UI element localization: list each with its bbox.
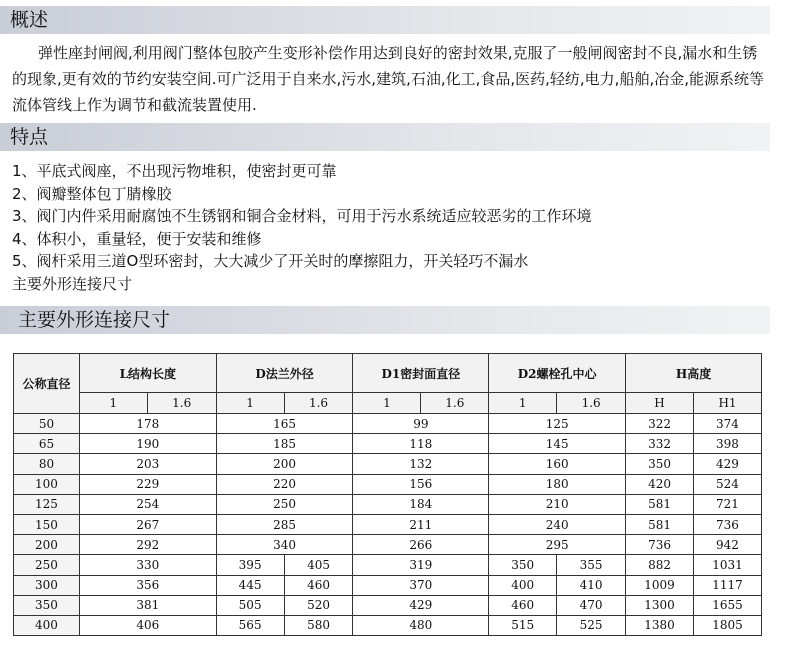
cell-dn: 400 <box>14 615 80 635</box>
table-row <box>14 434 762 454</box>
cell-D1: 132 <box>353 454 489 474</box>
cell-L: 381 <box>79 595 216 615</box>
cell-H1: 942 <box>693 535 761 555</box>
cell-H1: 1805 <box>693 615 761 635</box>
cell-L: 406 <box>79 615 216 635</box>
cell-H: 581 <box>626 494 694 514</box>
cell-D: 220 <box>216 474 353 494</box>
feature-item: 3、阀门内件采用耐腐蚀不生锈钢和铜合金材料，可用于污水系统适应较恶劣的工作环境 <box>12 207 592 225</box>
header-D: D法兰外径 <box>216 354 353 393</box>
header-L: L结构长度 <box>79 354 216 393</box>
section-title-overview: 概述 <box>0 6 770 34</box>
header-D1: D1密封面直径 <box>353 354 489 393</box>
feature-item: 2、阀瓣整体包丁腈橡胶 <box>12 184 172 203</box>
cell-dn: 50 <box>14 414 80 434</box>
cell-D2-pn1: 400 <box>489 575 557 595</box>
cell-H: 581 <box>626 514 694 534</box>
cell-D1: 211 <box>353 514 489 534</box>
subheader-pressure-1: 1 <box>353 393 421 414</box>
cell-H1: 1655 <box>693 595 761 615</box>
cell-dn: 300 <box>14 575 80 595</box>
cell-L: 356 <box>79 575 216 595</box>
cell-L: 203 <box>79 454 216 474</box>
cell-D-pn1: 445 <box>216 575 284 595</box>
cell-H1: 398 <box>693 434 761 454</box>
header-H: H高度 <box>626 354 762 393</box>
cell-dn: 125 <box>14 494 80 514</box>
cell-D2-pn16: 470 <box>557 595 626 615</box>
subheader-pressure-1: 1 <box>216 393 284 414</box>
table-row <box>14 535 762 555</box>
cell-D1: 370 <box>353 575 489 595</box>
cell-D2-pn1: 515 <box>489 615 557 635</box>
cell-H: 322 <box>626 414 694 434</box>
header-dn: 公称直径 <box>14 354 80 414</box>
cell-H: 332 <box>626 434 694 454</box>
cell-D2: 160 <box>489 454 626 474</box>
cell-H: 736 <box>626 535 694 555</box>
cell-D-pn16: 405 <box>284 555 353 575</box>
cell-H: 350 <box>626 454 694 474</box>
table-row <box>14 414 762 434</box>
cell-D1: 184 <box>353 494 489 514</box>
cell-H: 1009 <box>626 575 694 595</box>
cell-D-pn1: 395 <box>216 555 284 575</box>
feature-item: 主要外形连接尺寸 <box>12 274 133 293</box>
subheader-pressure-1: 1 <box>489 393 557 414</box>
cell-dn: 350 <box>14 595 80 615</box>
cell-D2-pn16: 410 <box>557 575 626 595</box>
table-row <box>14 454 762 474</box>
section-title-features: 特点 <box>0 123 770 151</box>
subheader-pressure-1: 1 <box>79 393 147 414</box>
feature-item: 1、平底式阀座，不出现污物堆积，使密封更可靠 <box>12 162 337 180</box>
cell-H: 882 <box>626 555 694 575</box>
cell-H1: 1031 <box>693 555 761 575</box>
cell-D1: 118 <box>353 434 489 454</box>
cell-H: 1380 <box>626 615 694 635</box>
cell-D-pn16: 580 <box>284 615 353 635</box>
cell-D: 285 <box>216 514 353 534</box>
feature-item: 4、体积小，重量轻，便于安装和维修 <box>12 229 262 248</box>
subheader-pressure-1-6: 1.6 <box>147 393 216 414</box>
table-row <box>14 615 762 635</box>
cell-D2-pn16: 525 <box>557 615 626 635</box>
header-D2: D2螺栓孔中心 <box>489 354 626 393</box>
cell-D1: 480 <box>353 615 489 635</box>
cell-D2: 240 <box>489 514 626 534</box>
cell-D-pn1: 505 <box>216 595 284 615</box>
cell-D2: 125 <box>489 414 626 434</box>
cell-L: 267 <box>79 514 216 534</box>
table-row <box>14 595 762 615</box>
table-row <box>14 494 762 514</box>
cell-L: 229 <box>79 474 216 494</box>
cell-dn: 80 <box>14 454 80 474</box>
features-list <box>12 160 772 295</box>
cell-D1: 429 <box>353 595 489 615</box>
cell-D: 185 <box>216 434 353 454</box>
cell-H1: 721 <box>693 494 761 514</box>
section-title-dimensions: 主要外形连接尺寸 <box>0 306 770 334</box>
cell-dn: 250 <box>14 555 80 575</box>
cell-L: 292 <box>79 535 216 555</box>
cell-D1: 156 <box>353 474 489 494</box>
cell-D: 200 <box>216 454 353 474</box>
cell-D2: 145 <box>489 434 626 454</box>
table-row <box>14 474 762 494</box>
cell-D: 165 <box>216 414 353 434</box>
table-row <box>14 514 762 534</box>
subheader-H1: H1 <box>693 393 761 414</box>
cell-D2: 180 <box>489 474 626 494</box>
dimensions-table <box>13 353 762 636</box>
cell-L: 190 <box>79 434 216 454</box>
cell-H1: 374 <box>693 414 761 434</box>
feature-item: 5、阀杆采用三道O型环密封，大大减少了开关时的摩擦阻力，开关轻巧不漏水 <box>12 252 529 270</box>
cell-D-pn1: 565 <box>216 615 284 635</box>
cell-D2-pn1: 350 <box>489 555 557 575</box>
cell-D1: 99 <box>353 414 489 434</box>
subheader-pressure-1-6: 1.6 <box>421 393 489 414</box>
cell-H: 1300 <box>626 595 694 615</box>
cell-H1: 429 <box>693 454 761 474</box>
cell-H1: 524 <box>693 474 761 494</box>
cell-D2-pn16: 355 <box>557 555 626 575</box>
subheader-pressure-1-6: 1.6 <box>284 393 353 414</box>
cell-D1: 266 <box>353 535 489 555</box>
cell-L: 178 <box>79 414 216 434</box>
cell-H: 420 <box>626 474 694 494</box>
overview-paragraph: 弹性座封闸阀,利用阀门整体包胶产生变形补偿作用达到良好的密封效果,克服了一般闸阀密封不良,漏水和生锈的现象,更有效的节约安装空间.可广泛用于自来水,污水,建筑,石油,化工,食品,医药,轻纺,电力,船舶,冶金,能源系统等流体管线上作为调节和截流装置使用. <box>12 44 764 114</box>
cell-H1: 1117 <box>693 575 761 595</box>
cell-dn: 65 <box>14 434 80 454</box>
subheader-H: H <box>626 393 694 414</box>
cell-D2: 295 <box>489 535 626 555</box>
cell-L: 254 <box>79 494 216 514</box>
table-row <box>14 575 762 595</box>
cell-dn: 150 <box>14 514 80 534</box>
cell-D1: 319 <box>353 555 489 575</box>
table-row <box>14 555 762 575</box>
cell-D2-pn1: 460 <box>489 595 557 615</box>
cell-D-pn16: 520 <box>284 595 353 615</box>
cell-D-pn16: 460 <box>284 575 353 595</box>
cell-D: 340 <box>216 535 353 555</box>
cell-dn: 200 <box>14 535 80 555</box>
cell-H1: 736 <box>693 514 761 534</box>
cell-D2: 210 <box>489 494 626 514</box>
cell-D: 250 <box>216 494 353 514</box>
subheader-pressure-1-6: 1.6 <box>557 393 626 414</box>
cell-dn: 100 <box>14 474 80 494</box>
cell-L: 330 <box>79 555 216 575</box>
